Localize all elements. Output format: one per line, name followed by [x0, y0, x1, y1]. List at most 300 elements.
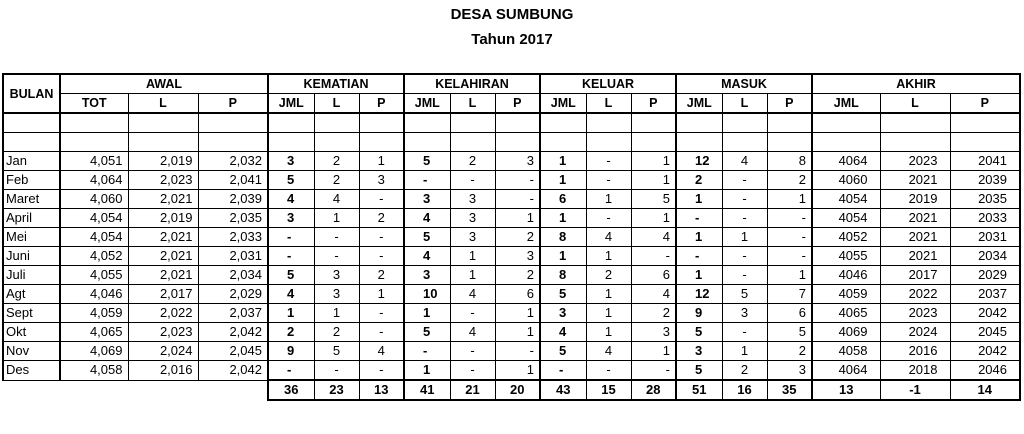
keluar-l-cell: -	[586, 152, 631, 171]
awal-p-cell: 2,042	[198, 361, 268, 381]
kematian-p-cell: -	[359, 323, 404, 342]
kematian-jml-cell: 3	[268, 209, 314, 228]
masuk-l-cell: -	[722, 247, 767, 266]
kelahiran-p-cell: 1	[495, 304, 540, 323]
awal-l-cell: 2,021	[128, 247, 198, 266]
total-keluar-l-cell: 15	[586, 380, 631, 400]
masuk-p-cell: 3	[767, 361, 812, 381]
masuk-l-cell: 2	[722, 361, 767, 381]
empty-cell	[404, 133, 450, 152]
total-masuk-jml-cell: 51	[676, 380, 722, 400]
kematian-p-cell: -	[359, 228, 404, 247]
keluar-l-cell: -	[586, 361, 631, 381]
empty-cell	[359, 113, 404, 133]
awal-l-cell: 2,017	[128, 285, 198, 304]
table-row	[3, 304, 1020, 323]
keluar-p-cell: 2	[631, 304, 676, 323]
awal-p-cell: 2,035	[198, 209, 268, 228]
total-akhir-jml-cell: 13	[812, 380, 880, 400]
table-row	[3, 152, 1020, 171]
kematian-p-cell: 1	[359, 152, 404, 171]
kematian-jml-cell: -	[268, 228, 314, 247]
kematian-p-cell: 3	[359, 171, 404, 190]
subheader-masuk-p: P	[767, 94, 812, 114]
keluar-jml-cell: 1	[540, 247, 586, 266]
awal-l-cell: 2,021	[128, 190, 198, 209]
kematian-jml-cell: 5	[268, 171, 314, 190]
awal-tot-cell: 4,051	[60, 152, 128, 171]
akhir-jml-cell: 4059	[812, 285, 880, 304]
kelahiran-p-cell: 3	[495, 152, 540, 171]
awal-tot-cell: 4,046	[60, 285, 128, 304]
keluar-l-cell: -	[586, 171, 631, 190]
kematian-jml-cell: 9	[268, 342, 314, 361]
kematian-l-cell: 1	[314, 304, 359, 323]
kematian-p-cell: -	[359, 190, 404, 209]
subheader-keluar-p: P	[631, 94, 676, 114]
subheader-masuk-l: L	[722, 94, 767, 114]
keluar-jml-cell: 5	[540, 285, 586, 304]
kematian-p-cell: -	[359, 247, 404, 266]
kelahiran-l-cell: 3	[450, 228, 495, 247]
blank-cell	[60, 380, 128, 400]
keluar-p-cell: 4	[631, 285, 676, 304]
kematian-p-cell: 4	[359, 342, 404, 361]
keluar-jml-cell: 8	[540, 266, 586, 285]
awal-p-cell: 2,042	[198, 323, 268, 342]
kelahiran-p-cell: 2	[495, 228, 540, 247]
awal-tot-cell: 4,055	[60, 266, 128, 285]
awal-p-cell: 2,029	[198, 285, 268, 304]
akhir-p-cell: 2042	[950, 304, 1020, 323]
kematian-jml-cell: -	[268, 247, 314, 266]
akhir-l-cell: 2022	[880, 285, 950, 304]
keluar-l-cell: 1	[586, 285, 631, 304]
kematian-l-cell: 2	[314, 152, 359, 171]
awal-l-cell: 2,021	[128, 266, 198, 285]
month-cell: Juli	[3, 266, 60, 285]
masuk-jml-cell: 5	[676, 323, 722, 342]
subheader-akhir-l: L	[880, 94, 950, 114]
totals-row	[3, 380, 1020, 400]
masuk-jml-cell: 2	[676, 171, 722, 190]
header-akhir: AKHIR	[812, 74, 1020, 94]
awal-p-cell: 2,037	[198, 304, 268, 323]
month-cell: Okt	[3, 323, 60, 342]
keluar-l-cell: 2	[586, 266, 631, 285]
kelahiran-l-cell: 2	[450, 152, 495, 171]
akhir-l-cell: 2021	[880, 209, 950, 228]
keluar-p-cell: 5	[631, 190, 676, 209]
awal-tot-cell: 4,058	[60, 361, 128, 381]
empty-cell	[880, 133, 950, 152]
kelahiran-l-cell: -	[450, 304, 495, 323]
awal-l-cell: 2,019	[128, 152, 198, 171]
awal-tot-cell: 4,054	[60, 228, 128, 247]
keluar-l-cell: 1	[586, 323, 631, 342]
masuk-l-cell: 3	[722, 304, 767, 323]
awal-tot-cell: 4,060	[60, 190, 128, 209]
kematian-l-cell: -	[314, 247, 359, 266]
kematian-jml-cell: 2	[268, 323, 314, 342]
table-row	[3, 228, 1020, 247]
subheader-kematian-l: L	[314, 94, 359, 114]
empty-cell	[450, 113, 495, 133]
keluar-l-cell: 1	[586, 304, 631, 323]
masuk-p-cell: 2	[767, 342, 812, 361]
akhir-jml-cell: 4055	[812, 247, 880, 266]
keluar-p-cell: 3	[631, 323, 676, 342]
keluar-jml-cell: 3	[540, 304, 586, 323]
table-row	[3, 171, 1020, 190]
empty-cell	[128, 133, 198, 152]
kelahiran-l-cell: 3	[450, 209, 495, 228]
subheader-awal-p: P	[198, 94, 268, 114]
empty-cell	[404, 113, 450, 133]
masuk-l-cell: 5	[722, 285, 767, 304]
keluar-jml-cell: 1	[540, 171, 586, 190]
empty-cell	[767, 133, 812, 152]
empty-cell	[198, 133, 268, 152]
awal-p-cell: 2,041	[198, 171, 268, 190]
month-cell: Agt	[3, 285, 60, 304]
akhir-jml-cell: 4054	[812, 209, 880, 228]
empty-cell	[495, 113, 540, 133]
kematian-l-cell: 2	[314, 323, 359, 342]
empty-cell	[268, 113, 314, 133]
table-row	[3, 247, 1020, 266]
kelahiran-jml-cell: 1	[404, 304, 450, 323]
header-kematian: KEMATIAN	[268, 74, 404, 94]
kematian-l-cell: -	[314, 228, 359, 247]
akhir-l-cell: 2023	[880, 304, 950, 323]
subheader-awal-tot: TOT	[60, 94, 128, 114]
masuk-jml-cell: 12	[676, 285, 722, 304]
masuk-l-cell: -	[722, 209, 767, 228]
subheader-akhir-p: P	[950, 94, 1020, 114]
awal-p-cell: 2,031	[198, 247, 268, 266]
kematian-p-cell: 2	[359, 266, 404, 285]
kelahiran-l-cell: -	[450, 171, 495, 190]
kematian-jml-cell: -	[268, 361, 314, 381]
keluar-p-cell: -	[631, 247, 676, 266]
month-cell: April	[3, 209, 60, 228]
total-masuk-p-cell: 35	[767, 380, 812, 400]
keluar-p-cell: 1	[631, 342, 676, 361]
awal-p-cell: 2,034	[198, 266, 268, 285]
akhir-l-cell: 2017	[880, 266, 950, 285]
empty-cell	[540, 133, 586, 152]
keluar-p-cell: 1	[631, 152, 676, 171]
akhir-p-cell: 2039	[950, 171, 1020, 190]
masuk-p-cell: 1	[767, 266, 812, 285]
kematian-jml-cell: 4	[268, 190, 314, 209]
kelahiran-jml-cell: -	[404, 171, 450, 190]
table-row	[3, 209, 1020, 228]
masuk-p-cell: 1	[767, 190, 812, 209]
empty-cell	[314, 133, 359, 152]
akhir-l-cell: 2019	[880, 190, 950, 209]
month-cell: Sept	[3, 304, 60, 323]
akhir-l-cell: 2021	[880, 228, 950, 247]
kematian-l-cell: 1	[314, 209, 359, 228]
empty-cell	[767, 113, 812, 133]
kelahiran-jml-cell: 5	[404, 228, 450, 247]
awal-l-cell: 2,023	[128, 171, 198, 190]
total-akhir-p-cell: 14	[950, 380, 1020, 400]
empty-cell	[60, 133, 128, 152]
empty-cell	[880, 113, 950, 133]
kematian-l-cell: 2	[314, 171, 359, 190]
kematian-p-cell: -	[359, 304, 404, 323]
kelahiran-p-cell: 6	[495, 285, 540, 304]
akhir-p-cell: 2035	[950, 190, 1020, 209]
awal-tot-cell: 4,054	[60, 209, 128, 228]
keluar-jml-cell: 4	[540, 323, 586, 342]
awal-tot-cell: 4,065	[60, 323, 128, 342]
masuk-jml-cell: -	[676, 247, 722, 266]
kematian-jml-cell: 3	[268, 152, 314, 171]
keluar-p-cell: 1	[631, 209, 676, 228]
table-row	[3, 323, 1020, 342]
total-kematian-l-cell: 23	[314, 380, 359, 400]
blank-cell	[128, 380, 198, 400]
empty-cell	[359, 133, 404, 152]
masuk-jml-cell: 1	[676, 190, 722, 209]
akhir-l-cell: 2016	[880, 342, 950, 361]
keluar-l-cell: 1	[586, 190, 631, 209]
keluar-p-cell: 4	[631, 228, 676, 247]
empty-cell	[950, 113, 1020, 133]
masuk-p-cell: 8	[767, 152, 812, 171]
masuk-jml-cell: 1	[676, 228, 722, 247]
akhir-l-cell: 2024	[880, 323, 950, 342]
empty-cell	[676, 133, 722, 152]
akhir-p-cell: 2033	[950, 209, 1020, 228]
masuk-l-cell: 4	[722, 152, 767, 171]
kematian-jml-cell: 1	[268, 304, 314, 323]
akhir-p-cell: 2046	[950, 361, 1020, 381]
kematian-p-cell: 1	[359, 285, 404, 304]
kelahiran-jml-cell: 5	[404, 323, 450, 342]
awal-p-cell: 2,045	[198, 342, 268, 361]
akhir-jml-cell: 4046	[812, 266, 880, 285]
kelahiran-p-cell: 2	[495, 266, 540, 285]
subheader-masuk-jml: JML	[676, 94, 722, 114]
masuk-jml-cell: 3	[676, 342, 722, 361]
kelahiran-l-cell: 1	[450, 266, 495, 285]
keluar-p-cell: -	[631, 361, 676, 381]
awal-l-cell: 2,022	[128, 304, 198, 323]
blank-cell	[3, 380, 60, 400]
awal-l-cell: 2,024	[128, 342, 198, 361]
masuk-l-cell: 1	[722, 342, 767, 361]
header-kelahiran: KELAHIRAN	[404, 74, 540, 94]
awal-l-cell: 2,019	[128, 209, 198, 228]
kelahiran-l-cell: 4	[450, 285, 495, 304]
akhir-jml-cell: 4069	[812, 323, 880, 342]
table-row	[3, 361, 1020, 381]
subheader-kelahiran-p: P	[495, 94, 540, 114]
kematian-jml-cell: 4	[268, 285, 314, 304]
empty-cell	[198, 113, 268, 133]
akhir-l-cell: 2021	[880, 247, 950, 266]
header-keluar: KELUAR	[540, 74, 676, 94]
kelahiran-jml-cell: 4	[404, 209, 450, 228]
kelahiran-l-cell: 1	[450, 247, 495, 266]
empty-cell	[586, 113, 631, 133]
total-kematian-jml-cell: 36	[268, 380, 314, 400]
empty-cell	[3, 133, 60, 152]
kelahiran-jml-cell: 4	[404, 247, 450, 266]
akhir-p-cell: 2029	[950, 266, 1020, 285]
awal-p-cell: 2,039	[198, 190, 268, 209]
keluar-p-cell: 1	[631, 171, 676, 190]
keluar-l-cell: 4	[586, 342, 631, 361]
empty-cell	[722, 133, 767, 152]
kematian-p-cell: -	[359, 361, 404, 381]
empty-row	[3, 113, 1020, 133]
subheader-awal-l: L	[128, 94, 198, 114]
total-kelahiran-l-cell: 21	[450, 380, 495, 400]
subheader-keluar-jml: JML	[540, 94, 586, 114]
awal-l-cell: 2,021	[128, 228, 198, 247]
akhir-l-cell: 2021	[880, 171, 950, 190]
akhir-p-cell: 2034	[950, 247, 1020, 266]
akhir-l-cell: 2023	[880, 152, 950, 171]
kelahiran-l-cell: 3	[450, 190, 495, 209]
masuk-l-cell: -	[722, 171, 767, 190]
kematian-l-cell: 3	[314, 266, 359, 285]
total-akhir-l-cell: -1	[880, 380, 950, 400]
empty-cell	[495, 133, 540, 152]
page-subtitle: Tahun 2017	[471, 31, 553, 48]
kelahiran-p-cell: 3	[495, 247, 540, 266]
empty-cell	[314, 113, 359, 133]
masuk-jml-cell: 9	[676, 304, 722, 323]
kelahiran-p-cell: 1	[495, 361, 540, 381]
month-cell: Nov	[3, 342, 60, 361]
akhir-jml-cell: 4060	[812, 171, 880, 190]
akhir-jml-cell: 4052	[812, 228, 880, 247]
masuk-l-cell: 1	[722, 228, 767, 247]
empty-row	[3, 133, 1020, 152]
masuk-p-cell: -	[767, 209, 812, 228]
keluar-l-cell: -	[586, 209, 631, 228]
kelahiran-jml-cell: 1	[404, 361, 450, 381]
empty-cell	[812, 113, 880, 133]
month-cell: Jan	[3, 152, 60, 171]
empty-cell	[586, 133, 631, 152]
kelahiran-l-cell: -	[450, 361, 495, 381]
masuk-jml-cell: 12	[676, 152, 722, 171]
month-cell: Juni	[3, 247, 60, 266]
masuk-l-cell: -	[722, 266, 767, 285]
table-row	[3, 190, 1020, 209]
population-table	[2, 73, 1021, 401]
awal-tot-cell: 4,064	[60, 171, 128, 190]
akhir-p-cell: 2045	[950, 323, 1020, 342]
akhir-jml-cell: 4064	[812, 361, 880, 381]
akhir-jml-cell: 4058	[812, 342, 880, 361]
awal-l-cell: 2,023	[128, 323, 198, 342]
empty-cell	[540, 113, 586, 133]
masuk-l-cell: -	[722, 323, 767, 342]
subheader-keluar-l: L	[586, 94, 631, 114]
empty-cell	[631, 133, 676, 152]
kematian-l-cell: 5	[314, 342, 359, 361]
empty-cell	[812, 133, 880, 152]
masuk-p-cell: -	[767, 228, 812, 247]
keluar-jml-cell: 5	[540, 342, 586, 361]
empty-cell	[676, 113, 722, 133]
keluar-l-cell: 4	[586, 228, 631, 247]
month-cell: Maret	[3, 190, 60, 209]
subheader-kelahiran-jml: JML	[404, 94, 450, 114]
subheader-kelahiran-l: L	[450, 94, 495, 114]
header-awal: AWAL	[60, 74, 268, 94]
keluar-jml-cell: 1	[540, 209, 586, 228]
empty-cell	[631, 113, 676, 133]
masuk-p-cell: 5	[767, 323, 812, 342]
keluar-jml-cell: 1	[540, 152, 586, 171]
header-masuk: MASUK	[676, 74, 812, 94]
masuk-p-cell: -	[767, 247, 812, 266]
awal-tot-cell: 4,052	[60, 247, 128, 266]
masuk-p-cell: 6	[767, 304, 812, 323]
keluar-jml-cell: 6	[540, 190, 586, 209]
empty-cell	[722, 113, 767, 133]
total-kematian-p-cell: 13	[359, 380, 404, 400]
empty-cell	[60, 113, 128, 133]
keluar-p-cell: 6	[631, 266, 676, 285]
kematian-p-cell: 2	[359, 209, 404, 228]
total-kelahiran-jml-cell: 41	[404, 380, 450, 400]
kelahiran-l-cell: 4	[450, 323, 495, 342]
masuk-l-cell: -	[722, 190, 767, 209]
empty-cell	[450, 133, 495, 152]
awal-l-cell: 2,016	[128, 361, 198, 381]
awal-tot-cell: 4,059	[60, 304, 128, 323]
masuk-jml-cell: 5	[676, 361, 722, 381]
subheader-akhir-jml: JML	[812, 94, 880, 114]
empty-cell	[950, 133, 1020, 152]
kelahiran-l-cell: -	[450, 342, 495, 361]
month-cell: Feb	[3, 171, 60, 190]
subheader-kematian-jml: JML	[268, 94, 314, 114]
kematian-l-cell: -	[314, 361, 359, 381]
masuk-jml-cell: -	[676, 209, 722, 228]
kelahiran-jml-cell: -	[404, 342, 450, 361]
table-row	[3, 266, 1020, 285]
akhir-jml-cell: 4065	[812, 304, 880, 323]
awal-tot-cell: 4,069	[60, 342, 128, 361]
akhir-l-cell: 2018	[880, 361, 950, 381]
keluar-jml-cell: -	[540, 361, 586, 381]
kelahiran-jml-cell: 3	[404, 266, 450, 285]
kematian-l-cell: 4	[314, 190, 359, 209]
subheader-kematian-p: P	[359, 94, 404, 114]
table-row	[3, 342, 1020, 361]
blank-cell	[198, 380, 268, 400]
keluar-l-cell: 1	[586, 247, 631, 266]
masuk-p-cell: 2	[767, 171, 812, 190]
month-cell: Des	[3, 361, 60, 381]
month-cell: Mei	[3, 228, 60, 247]
awal-p-cell: 2,033	[198, 228, 268, 247]
akhir-p-cell: 2037	[950, 285, 1020, 304]
kelahiran-p-cell: -	[495, 171, 540, 190]
